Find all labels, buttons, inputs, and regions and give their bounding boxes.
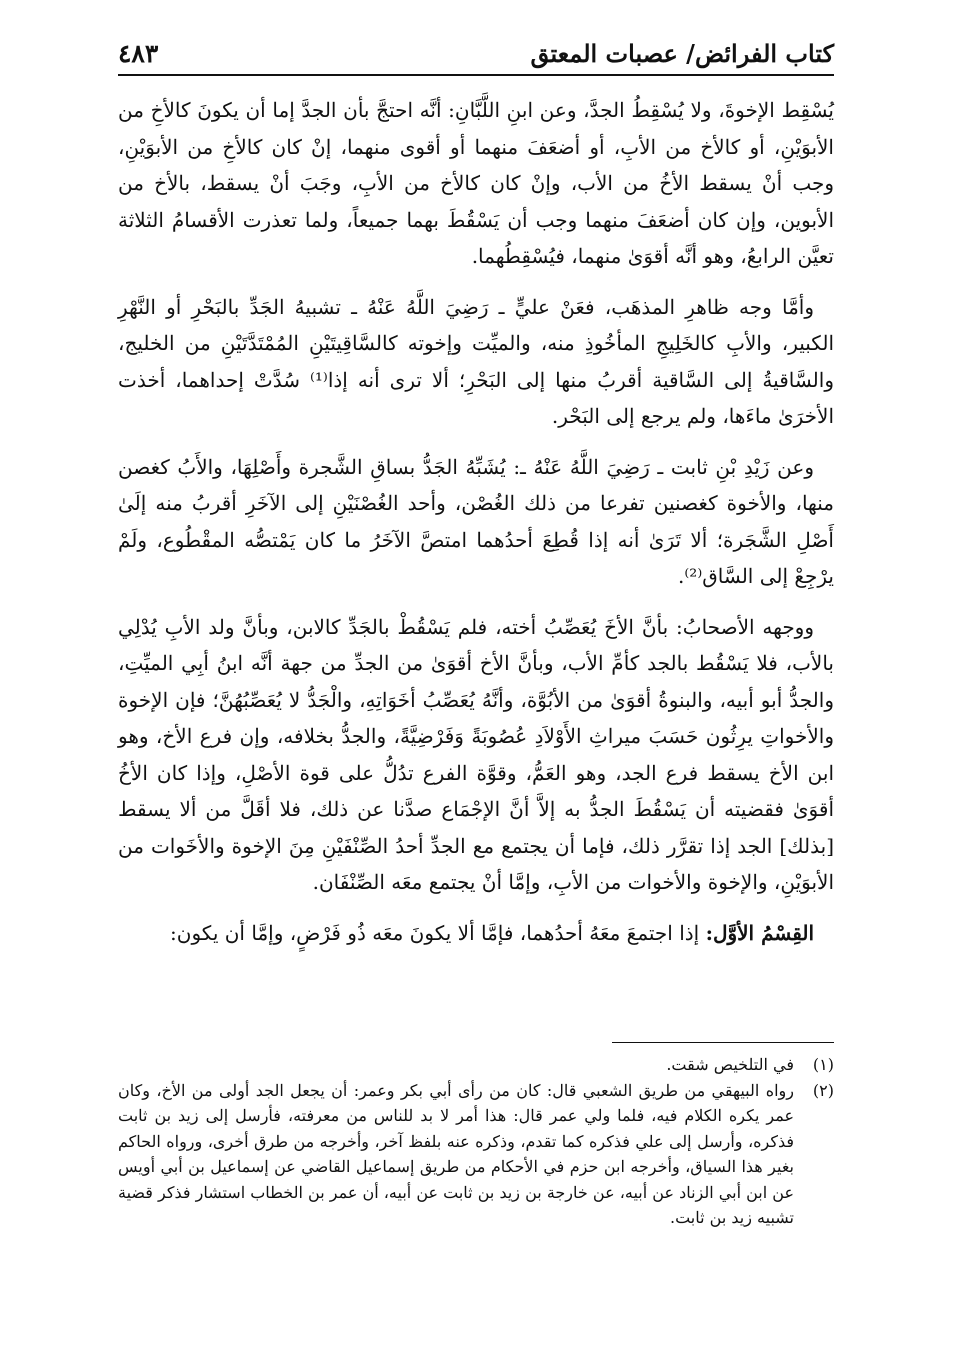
body-text — [118, 92, 834, 951]
paragraph-text: ووجهه الأصحابُ: بأنَّ الأخَ يُعَصِّبُ أخته، فلم يَسْقُطْ بالجَدِّ كالابن، وبأنَّ ولد الأبِ يُدْلِي بالأب، فلا يَسْقُط بالجد كأمِّ الأب، وبأنَّ الأخ أقوَىٰ من الجدِّ من جهة أنَّه ابنُ أبِي الميِّتِ، والجدُّ أبو أبيه، والبنوةُ أقوَىٰ من الأبُوَّة، وأنَّهُ يُعَصِّبُ أخَوَاتِهِ، والْجَدُّ لا يُعَصِّبُهُنَّ؛ فإن الإخوة والأخواتِ يرِثُون حَسَبَ ميراثِ الأَوْلاَدِ عُصُوبَةً وَفَرْضِيَّةً، والجدُّ بخلافه، وإن فرع الأخ، وهو ابن الأخ يسقط فرع الجد، وهو العَمُّ، وقوَّة الفرع تدُلُّ على قوة الأصْلِ، وإذا كان الأخُ أقوَىٰ فقضيته أن يَسْقُطَ الجدُّ به إلاَّ أنَّ الإجْمَاع صدَّنا عن ذلك، فلا أقَلَّ من ألا يسقط [بذلك] الجد إذا تقرَّر ذلك، فإما أن يجتمع مع الجدِّ أحدُ الصِّنْفَيْنِ مِنَ الإخوة والأخَوات من الأبوَيْنِ، والإخوة والأخوات من الأبِ، وإمَّا أنْ يجتمع معَه الصِّنْفَان. — [118, 614, 834, 894]
footnote-text: رواه البيهقي من طريق الشعبي قال: كان من رأى أبي بكر وعمر: أن يجعل الجد أولى من الأخ، وكان عمر يكره الكلام فيه، فلما ولي عمر قال: هذا أمر لا بد للناس من معرفته، فأرسل إلى زيد بن ثابت فذكره، وأرسل إلى علي فذكره كما تقدم، وذكره عنه بلفظ آخر، وأخرجه من طرق أخرى، ورواه الحاكم بغير هذا السياق، وأخرجه ابن حزم في الأحكام من طريق إسماعيل القاضي عن إسماعيل بن أبي أويس عن ابن أبي الزناد عن أبيه، عن خارجة بن زيد بن ثابت عن أبيه، أن عمر بن الخطاب استشار فذكر قضية تشبيه زيد بن ثابت. — [118, 1080, 795, 1227]
paragraph-text: وأمَّا وجه ظاهرِ المذهَب، فعَنْ عليٍّ ـ رَضِيَ اللَّهُ عَنْهُ ـ تشبيهُ الجَدِّ بالبَحْرِ أو النَّهْرِ الكبير، والأبِ كالخَلِيجِ المأخُوذِ منه، والميِّت وإخوته كالسَّاقِيتَيْنِ المُمْتَدَّتَيْنِ من الخليج، والسَّاقيةُ إلى السَّاقية أقربُ منها إلى البَحْرِ؛ ألا ترى أنه إذا⁽¹⁾ سُدَّتْ إحداهما، أخذت الأخرَىٰ ماءَها، ولم يرجع إلى البَحْر. — [118, 294, 834, 428]
footnote-number: (٢) — [812, 1080, 834, 1100]
footnote — [118, 1078, 834, 1231]
paragraph — [118, 449, 834, 595]
section-heading-line — [118, 915, 834, 951]
paragraph-text: يُسْقِط الإخوةَ، ولا يُسْقِطُ الجدَّ، وعن ابنِ اللَّبَّانِ: أنَّه احتجَّ بأن الجدَّ إما أن يكونَ كالأخِ من الأبوَيْنِ، أو كالأخ من الأبِ، أو أضعَفَ منهما أو أقوى منهما، إنْ كان كالأخِ من الأبوَيْنِ، وجب أنْ يسقط الأخُ من الأب، وإنْ كان كالأخ من الأبِ، وجَبَ أنْ يسقط، بالأخ من الأبوين، وإن كان أضعَفَ منهما وجب أن يَسْقُطَ بهما جميعاً، ولما تعذرت الأقسامُ الثلاثة تعيَّن الرابعُ، وهو أنَّه أقوَىٰ منهما، فيُسْقِطُهما. — [118, 98, 834, 268]
page-header — [118, 30, 834, 76]
footnote-number: (١) — [812, 1055, 834, 1074]
paragraph — [118, 92, 834, 275]
page-number: ٤٨٣ — [118, 39, 159, 68]
footnotes — [118, 1052, 834, 1231]
paragraph — [118, 289, 834, 435]
footnote-separator — [612, 1042, 834, 1043]
section-text: إذا اجتمعَ معَهُ أحدُهما، فإمَّا ألا يكونَ معَه ذُو فَرْضٍ، وإمَّا أن يكون: — [170, 920, 700, 945]
footnote-text: في التلخيص شقت. — [666, 1055, 794, 1074]
footnote — [118, 1052, 834, 1078]
section-label: القِسْمُ الأوَّل: — [705, 920, 814, 945]
running-title: كتاب الفرائض/ عصبات المعتق — [530, 39, 834, 68]
paragraph-text: وعن زَيْدِ بْنِ ثابت ـ رَضِيَ اللَّهُ عَنْهُ ـ: يُشَبِّهُ الجَدُّ بساقِ الشَّجرة وأَصْلِهَا، والأَبُ كغصن منها، والأخوة كغصنين تفرعا من ذلك الغُصْن، وأحد الغُصْنَيْنِ إلى الآخَرِ أقربُ منه إلَىٰ أَصْلِ الشَّجَرة؛ ألا تَرَىٰ أنه إذا قُطِعَ أحدُهما امتصَّ الآخَرُ ما كان يَمْتصُّه المقْطُوع، ولَمْ يرْجِعْ إلى السَّاق⁽²⁾. — [118, 454, 834, 588]
paragraph — [118, 609, 834, 901]
